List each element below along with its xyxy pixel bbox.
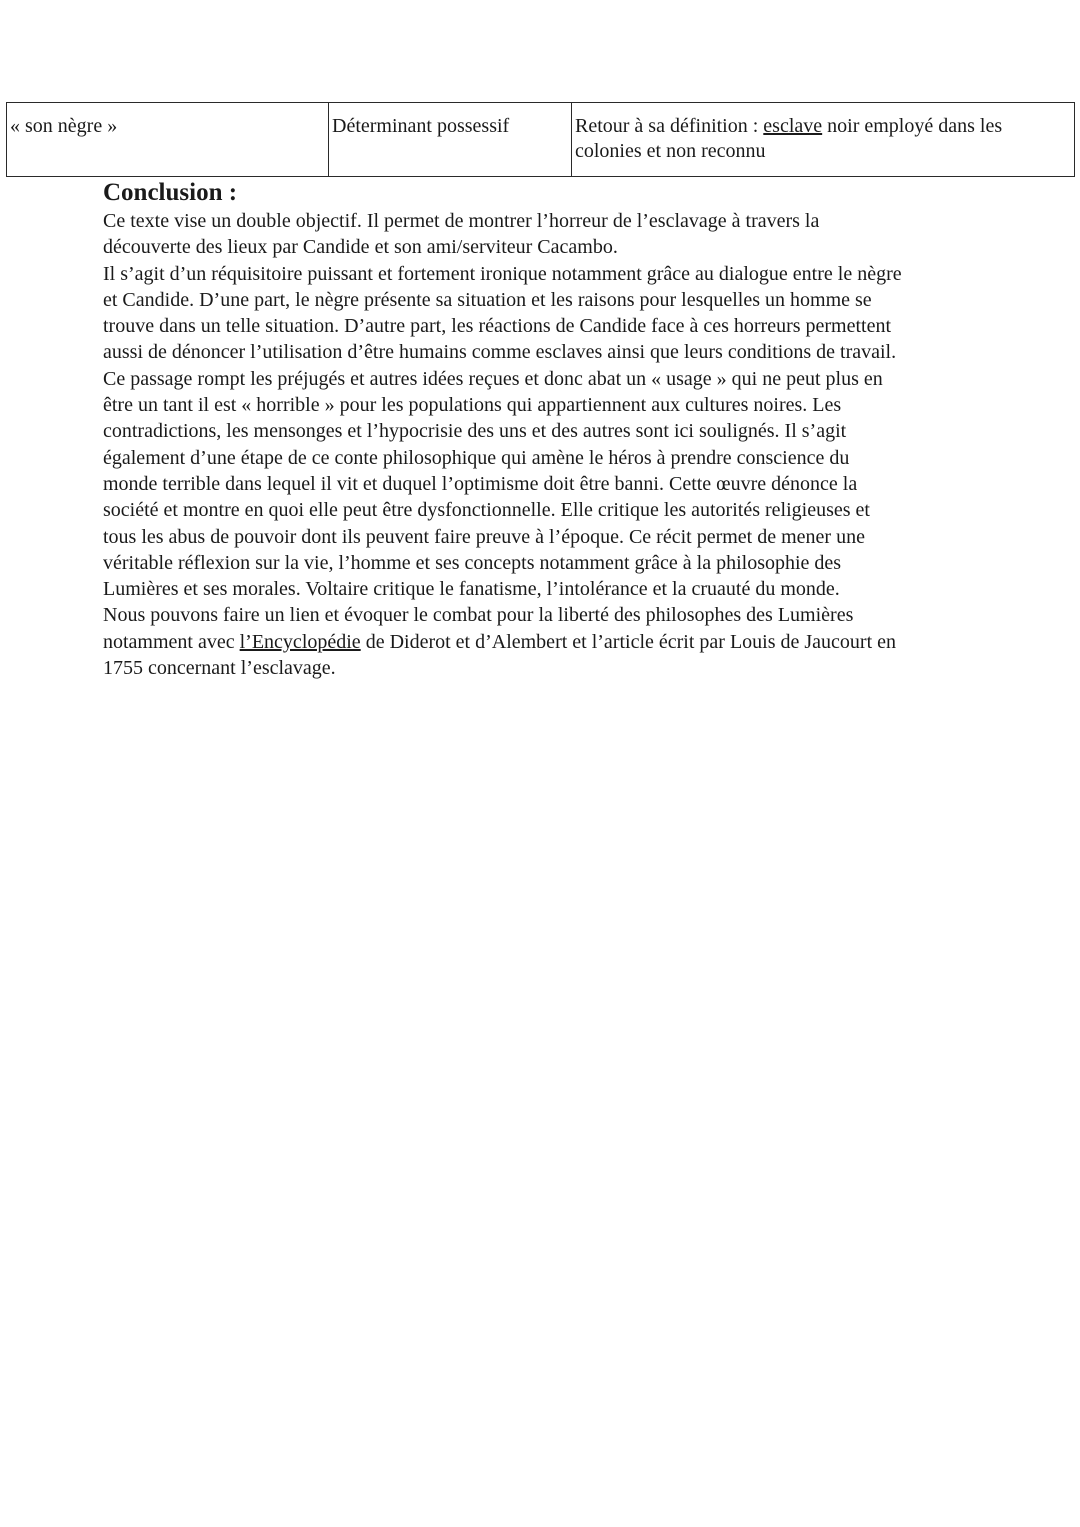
link-line-suffix: de Diderot et d’Alembert et l’article écrit par Louis de Jaucourt en [360,630,897,653]
conclusion-line: également d’une étape de ce conte philosophique qui amène le héros à prendre conscience du [103,446,850,469]
table-row [7,103,1075,177]
conclusion-title: Conclusion : [103,179,238,206]
category-cell: Déterminant possessif [329,103,572,177]
conclusion-line: société et montre en quoi elle peut être dysfonctionnelle. Elle critique les autorités religieuses et [103,499,870,522]
conclusion-line: trouve dans un telle situation. D’autre part, les réactions de Candide face à ces horreurs permettent [103,315,892,338]
conclusion-line: 1755 concernant l’esclavage. [103,657,336,680]
comment-line2: colonies et non reconnu [575,140,766,162]
conclusion-line: Nous pouvons faire un lien et évoquer le combat pour la liberté des philosophes des Lumières [103,604,854,627]
conclusion-line: et Candide. D’une part, le nègre présente sa situation et les raisons pour lesquelles un homme se [103,288,872,311]
comment-prefix: Retour à sa définition : [575,115,764,137]
conclusion-line: contradictions, les mensonges et l’hypocrisie des uns et des autres sont ici soulignés. Il s’agit [103,420,847,443]
conclusion-line [103,629,1003,655]
conclusion-section [103,178,1003,681]
conclusion-body [103,208,1003,681]
comment-line1-rest: noir employé dans les [822,115,1003,137]
encyclopedie-link[interactable]: l’Encyclopédie [239,630,361,653]
conclusion-line: Ce passage rompt les préjugés et autres idées reçues et donc abat un « usage » qui ne peut plus en [103,367,883,390]
conclusion-line: Lumières et ses morales. Voltaire critique le fanatisme, l’intolérance et la cruauté du monde. [103,578,840,601]
conclusion-line: aussi de dénoncer l’utilisation d’être humains comme esclaves ainsi que leurs conditions de travail. [103,341,897,364]
conclusion-line: découverte des lieux par Candide et son ami/serviteur Cacambo. [103,236,618,259]
analysis-table [6,102,1075,177]
conclusion-line: être un tant il est « horrible » pour les populations qui appartiennent aux cultures noires. Les [103,394,842,417]
link-line-prefix: notamment avec [103,630,240,653]
conclusion-line: véritable réflexion sur la vie, l’homme et ses concepts notamment grâce à la philosophie des [103,551,842,574]
conclusion-line: Il s’agit d’un réquisitoire puissant et fortement ironique notamment grâce au dialogue entre le nègre [103,262,902,285]
comment-cell [572,103,1075,177]
conclusion-line: tous les abus de pouvoir dont ils peuvent faire preuve à l’époque. Ce récit permet de mener une [103,525,865,548]
conclusion-line: Ce texte vise un double objectif. Il permet de montrer l’horreur de l’esclavage à travers la [103,210,820,232]
conclusion-line: monde terrible dans lequel il vit et duquel l’optimisme doit être banni. Cette œuvre dénonce la [103,472,858,495]
quote-cell: « son nègre » [7,103,329,177]
esclave-link[interactable]: esclave [763,115,823,137]
